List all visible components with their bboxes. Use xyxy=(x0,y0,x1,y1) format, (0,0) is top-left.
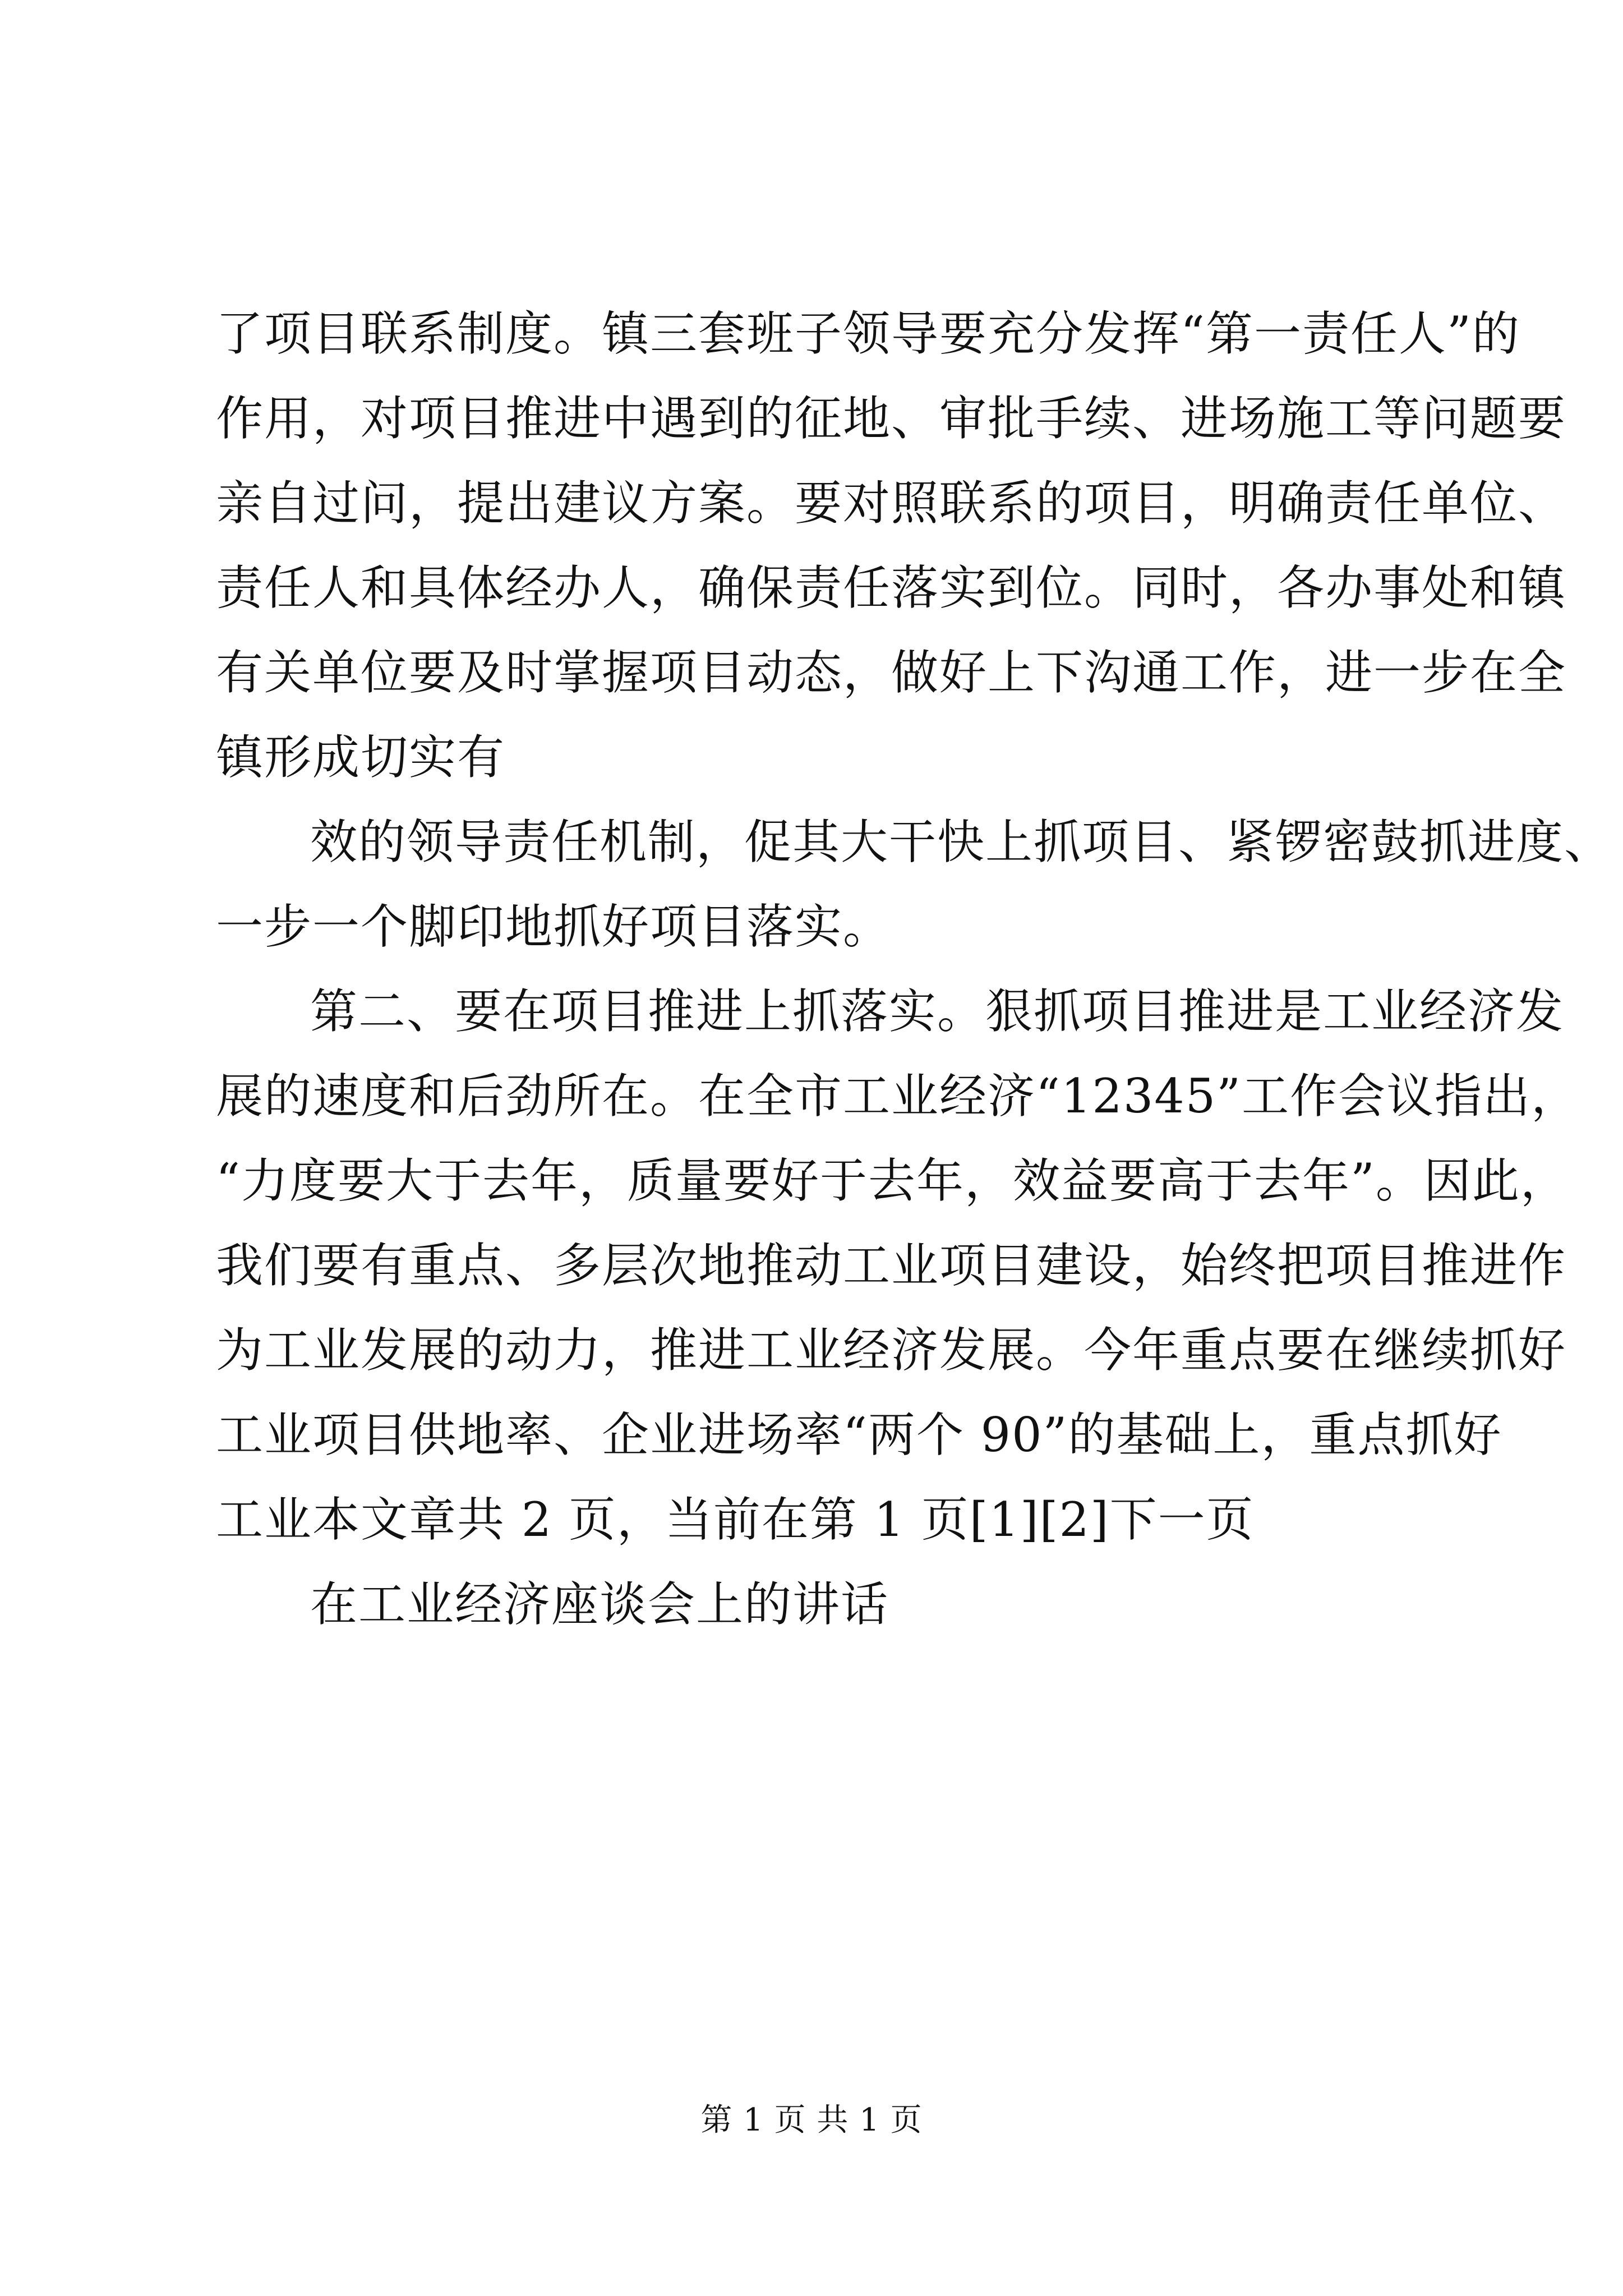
text-line: 为工业发展的动力，推进工业经济发展。今年重点要在继续抓好 xyxy=(216,1323,1567,1378)
speech-title-line: 在工业经济座谈会上的讲话 xyxy=(310,1577,889,1632)
text-line: 工业本文章共 2 页，当前在第 1 页[1][2]下一页 xyxy=(216,1492,1255,1547)
text-line: 责任人和具体经办人，确保责任落实到位。同时，各办事处和镇 xyxy=(216,560,1567,615)
text-line: 亲自过问，提出建议方案。要对照联系的项目，明确责任单位、 xyxy=(216,476,1567,531)
text-line: 镇形成切实有 xyxy=(216,730,506,785)
paragraph-start-line: 第二、要在项目推进上抓落实。狠抓项目推进是工业经济发 xyxy=(310,984,1565,1039)
text-line: 了项目联系制度。镇三套班子领导要充分发挥“第一责任人”的 xyxy=(216,306,1520,361)
text-line: “力度要大于去年，质量要好于去年，效益要高于去年”。因此， xyxy=(216,1153,1569,1208)
text-line: 我们要有重点、多层次地推动工业项目建设，始终把项目推进作 xyxy=(216,1238,1567,1293)
text-line: 展的速度和后劲所在。在全市工业经济“12345”工作会议指出， xyxy=(216,1069,1580,1124)
text-line: 工业项目供地率、企业进场率“两个 90”的基础上，重点抓好 xyxy=(216,1407,1502,1462)
paragraph-start-line: 效的领导责任机制，促其大干快上抓项目、紧锣密鼓抓进度、 xyxy=(310,815,1613,869)
page-footer: 第 1 页 共 1 页 xyxy=(700,2102,923,2138)
document-body xyxy=(216,292,1613,1647)
text-line: 一步一个脚印地抓好项目落实。 xyxy=(216,899,892,954)
text-line: 有关单位要及时掌握项目动态，做好上下沟通工作，进一步在全 xyxy=(216,645,1567,700)
text-line: 作用，对项目推进中遇到的征地、审批手续、进场施工等问题要 xyxy=(216,391,1567,446)
